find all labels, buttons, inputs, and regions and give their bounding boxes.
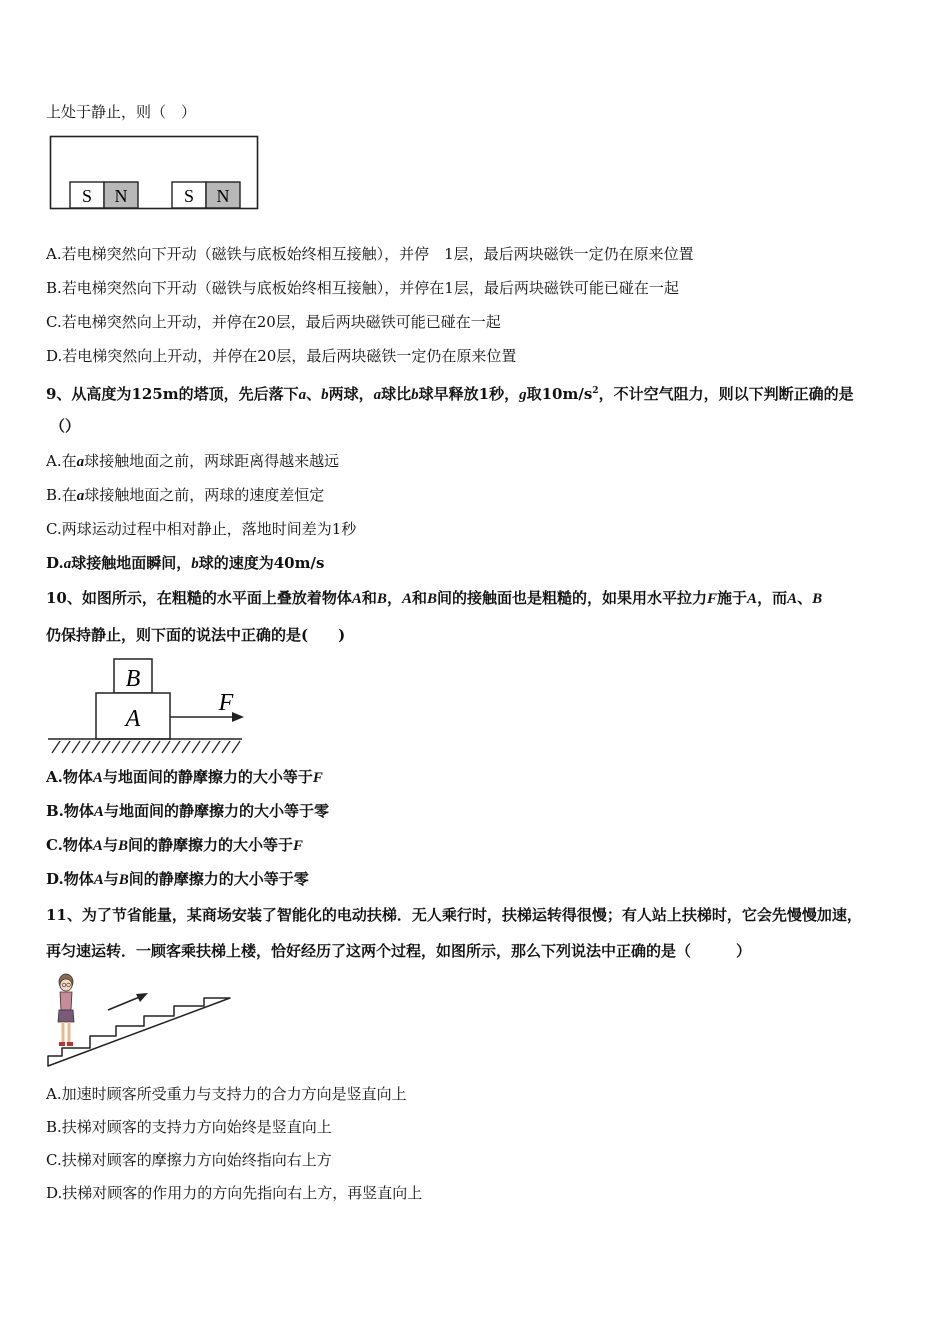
q8-option-d: D.若电梯突然向上开动，并停在20层，最后两块磁铁一定仍在原来位置 [46, 347, 517, 365]
svg-text:S: S [183, 186, 195, 206]
q9-stem: 9、从高度为125m的塔顶，先后落下a、b两球，a球比b球早释放1秒，g取$10m/s^2$，不计空气阻力，则以下判断正确的是 [46, 385, 854, 403]
q11-stem-line2: 再匀速运转．一顾客乘扶梯上楼，恰好经历了这两个过程，如图所示，那么下列说法中正确的是（ ） [46, 942, 752, 960]
q11-option-b: B.扶梯对顾客的支持力方向始终是竖直向上 [46, 1118, 332, 1136]
svg-text:N: N [216, 186, 230, 206]
q11-stem-line1: 11、为了节省能量，某商场安装了智能化的电动扶梯．无人乘行时，扶梯运转得很慢；有人站上扶梯时，它会先慢慢加速， [46, 906, 862, 924]
q8-magnet-figure [48, 134, 262, 212]
q9-stem-line2: （） [50, 417, 81, 435]
svg-text:N: N [114, 186, 128, 206]
q10-stem: 10、如图所示，在粗糙的水平面上叠放着物体A和B，A和B间的接触面也是粗糙的，如果用水平拉力F施于A，而A、B [46, 589, 823, 607]
q10-option-a: A.物体A与地面间的静摩擦力的大小等于F [46, 768, 323, 786]
svg-text:B: B [125, 666, 141, 692]
q8-stem-tail: 上处于静止，则（ ） [46, 103, 197, 121]
q10-option-b: B.物体A与地面间的静摩擦力的大小等于零 [46, 802, 329, 820]
q10-option-c: C.物体A与B间的静摩擦力的大小等于F [46, 836, 303, 854]
svg-text:A: A [125, 706, 141, 732]
q9-option-b: B.在a球接触地面之前，两球的速度差恒定 [46, 486, 325, 504]
q8-option-b: B.若电梯突然向下开动（磁铁与底板始终相互接触），并停在1层，最后两块磁铁可能已碰在一起 [46, 279, 679, 297]
q11-option-a: A.加速时顾客所受重力与支持力的合力方向是竖直向上 [46, 1085, 407, 1103]
q8-option-c: C.若电梯突然向上开动，并停在20层，最后两块磁铁可能已碰在一起 [46, 313, 501, 331]
q9-option-a: A.在a球接触地面之前，两球距离得越来越远 [46, 452, 340, 470]
svg-text:F: F [218, 690, 234, 716]
customer-figure [58, 974, 74, 1046]
q9-option-d: D.a球接触地面瞬间，b球的速度为40m/s [46, 554, 325, 572]
q11-escalator-figure [44, 970, 236, 1072]
q8-option-a: A.若电梯突然向下开动（磁铁与底板始终相互接触），并停 1层，最后两块磁铁一定仍在原来位置 [46, 245, 694, 263]
q10-block-figure [46, 656, 248, 756]
q10-stem-line2: 仍保持静止，则下面的说法中正确的是( ) [46, 626, 346, 644]
motion-arrow [108, 996, 142, 1010]
q10-option-d: D.物体A与B间的静摩擦力的大小等于零 [46, 870, 309, 888]
svg-text:S: S [81, 186, 93, 206]
escalator-steps [48, 998, 230, 1066]
q11-option-c: C.扶梯对顾客的摩擦力方向始终指向右上方 [46, 1151, 332, 1169]
q11-option-d: D.扶梯对顾客的作用力的方向先指向右上方，再竖直向上 [46, 1184, 423, 1202]
q9-option-c: C.两球运动过程中相对静止，落地时间差为1秒 [46, 520, 357, 538]
